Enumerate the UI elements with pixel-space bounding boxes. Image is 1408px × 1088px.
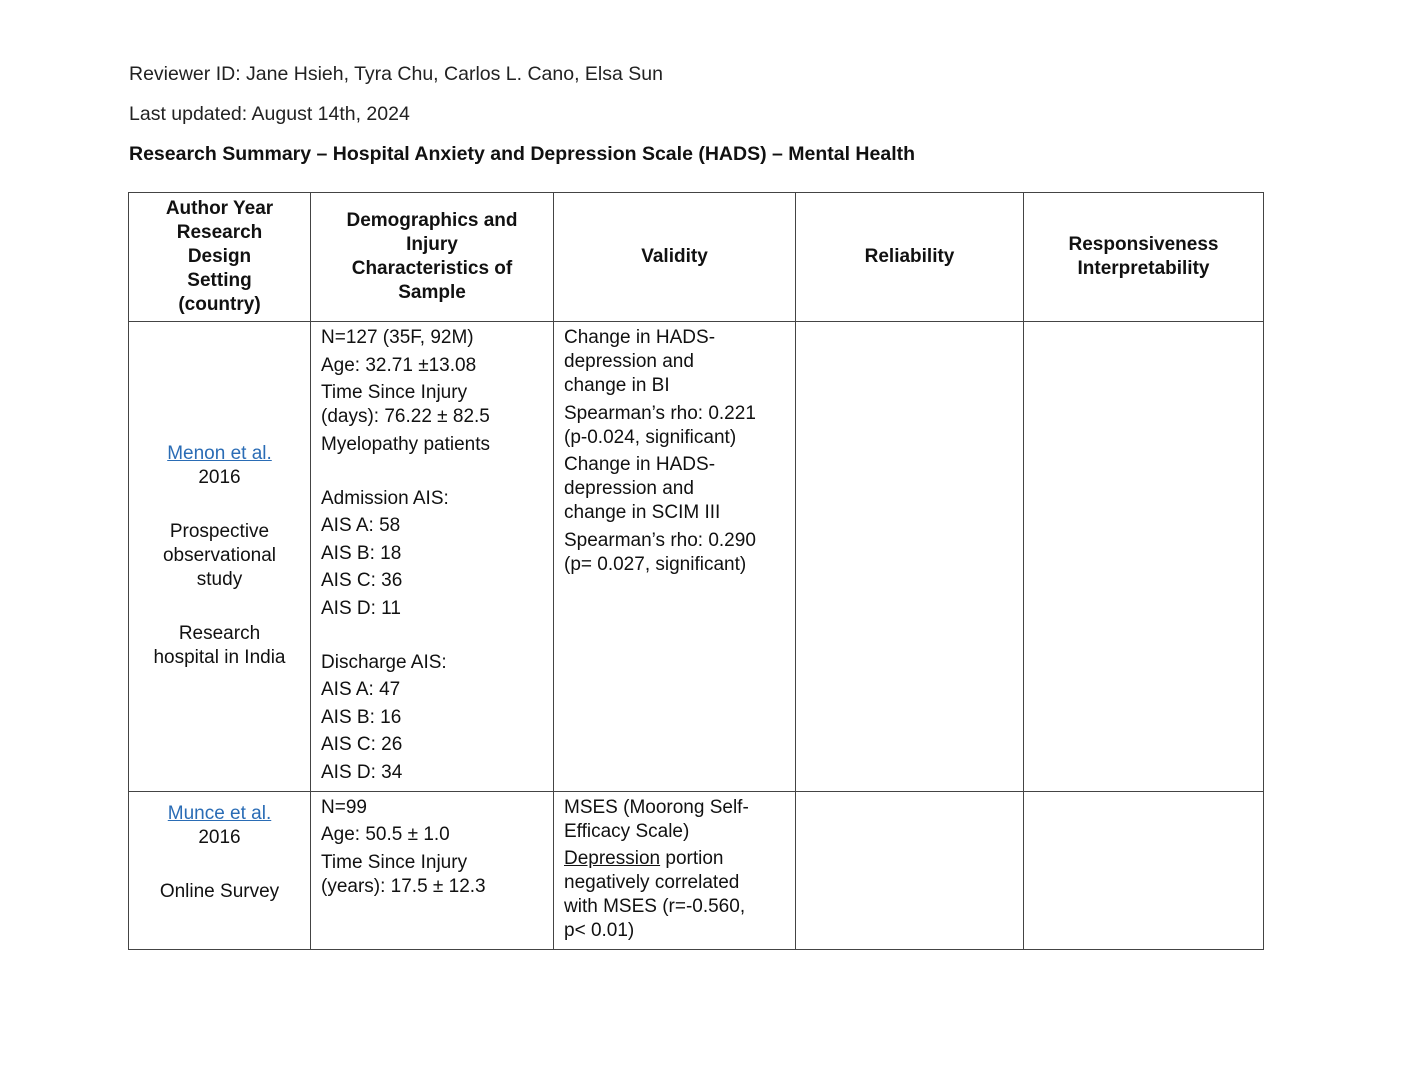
author-cell: Munce et al. 2016 Online Survey	[129, 791, 311, 950]
header-reliability: Reliability	[796, 193, 1024, 322]
reliability-cell	[796, 791, 1024, 950]
table-header-row	[129, 193, 1264, 322]
header-demographics: Demographics and Injury Characteristics of Sample	[311, 193, 554, 322]
responsiveness-cell	[1024, 322, 1264, 792]
citation-link-munce[interactable]: Munce et al.	[167, 802, 272, 824]
responsiveness-cell	[1024, 791, 1264, 950]
page-title: Research Summary – Hospital Anxiety and Depression Scale (HADS) – Mental Health	[129, 143, 916, 165]
reviewer-ids: Reviewer ID: Jane Hsieh, Tyra Chu, Carlos L. Cano, Elsa Sun	[129, 63, 663, 85]
author-cell: Menon et al. 2016 Prospective observational study Research hospital in India	[129, 322, 311, 792]
demographics-cell: N=99 Age: 50.5 ± 1.0 Time Since Injury (years): 17.5 ± 12.3	[311, 791, 554, 950]
header-validity: Validity	[554, 193, 796, 322]
sample-size: N=127 (35F, 92M)	[321, 327, 474, 348]
year: 2016	[198, 826, 241, 848]
age: Age: 50.5 ± 1.0	[321, 824, 450, 845]
header-responsiveness: Responsiveness Interpretability	[1024, 193, 1264, 322]
citation-link-menon[interactable]: Menon et al.	[167, 443, 272, 465]
table-row	[129, 791, 1264, 950]
table-row	[129, 322, 1264, 792]
demographics-cell: N=127 (35F, 92M) Age: 32.71 ±13.08 Time Since Injury (days): 76.22 ± 82.5 Myelopathy patients Admission AIS: AIS A: 58 AIS B: 18 AIS C: 36 AIS D: 11 Discharge AIS: AIS A: 47 AIS B: 16 AIS C: 26 AIS D: 34	[311, 322, 554, 792]
age: Age: 32.71 ±13.08	[321, 354, 477, 376]
header-author: Author Year Research Design Setting (country)	[129, 193, 311, 322]
research-summary-table	[128, 192, 1264, 950]
last-updated: Last updated: August 14th, 2024	[129, 103, 410, 125]
validity-cell: Change in HADS- depression and change in BI Spearman’s rho: 0.221 (p-0.024, significant) Change in HADS- depression and change in SCIM III Spearman’s rho: 0.290 (p= 0.027, significant)	[554, 322, 796, 792]
year: 2016	[198, 467, 241, 489]
reliability-cell	[796, 322, 1024, 792]
validity-cell: MSES (Moorong Self- Efficacy Scale) Depression portion negatively correlated with MSES (r=-0.560, p< 0.01)	[554, 791, 796, 950]
sample-size: N=99	[321, 796, 367, 818]
depression-term: Depression	[564, 848, 661, 869]
